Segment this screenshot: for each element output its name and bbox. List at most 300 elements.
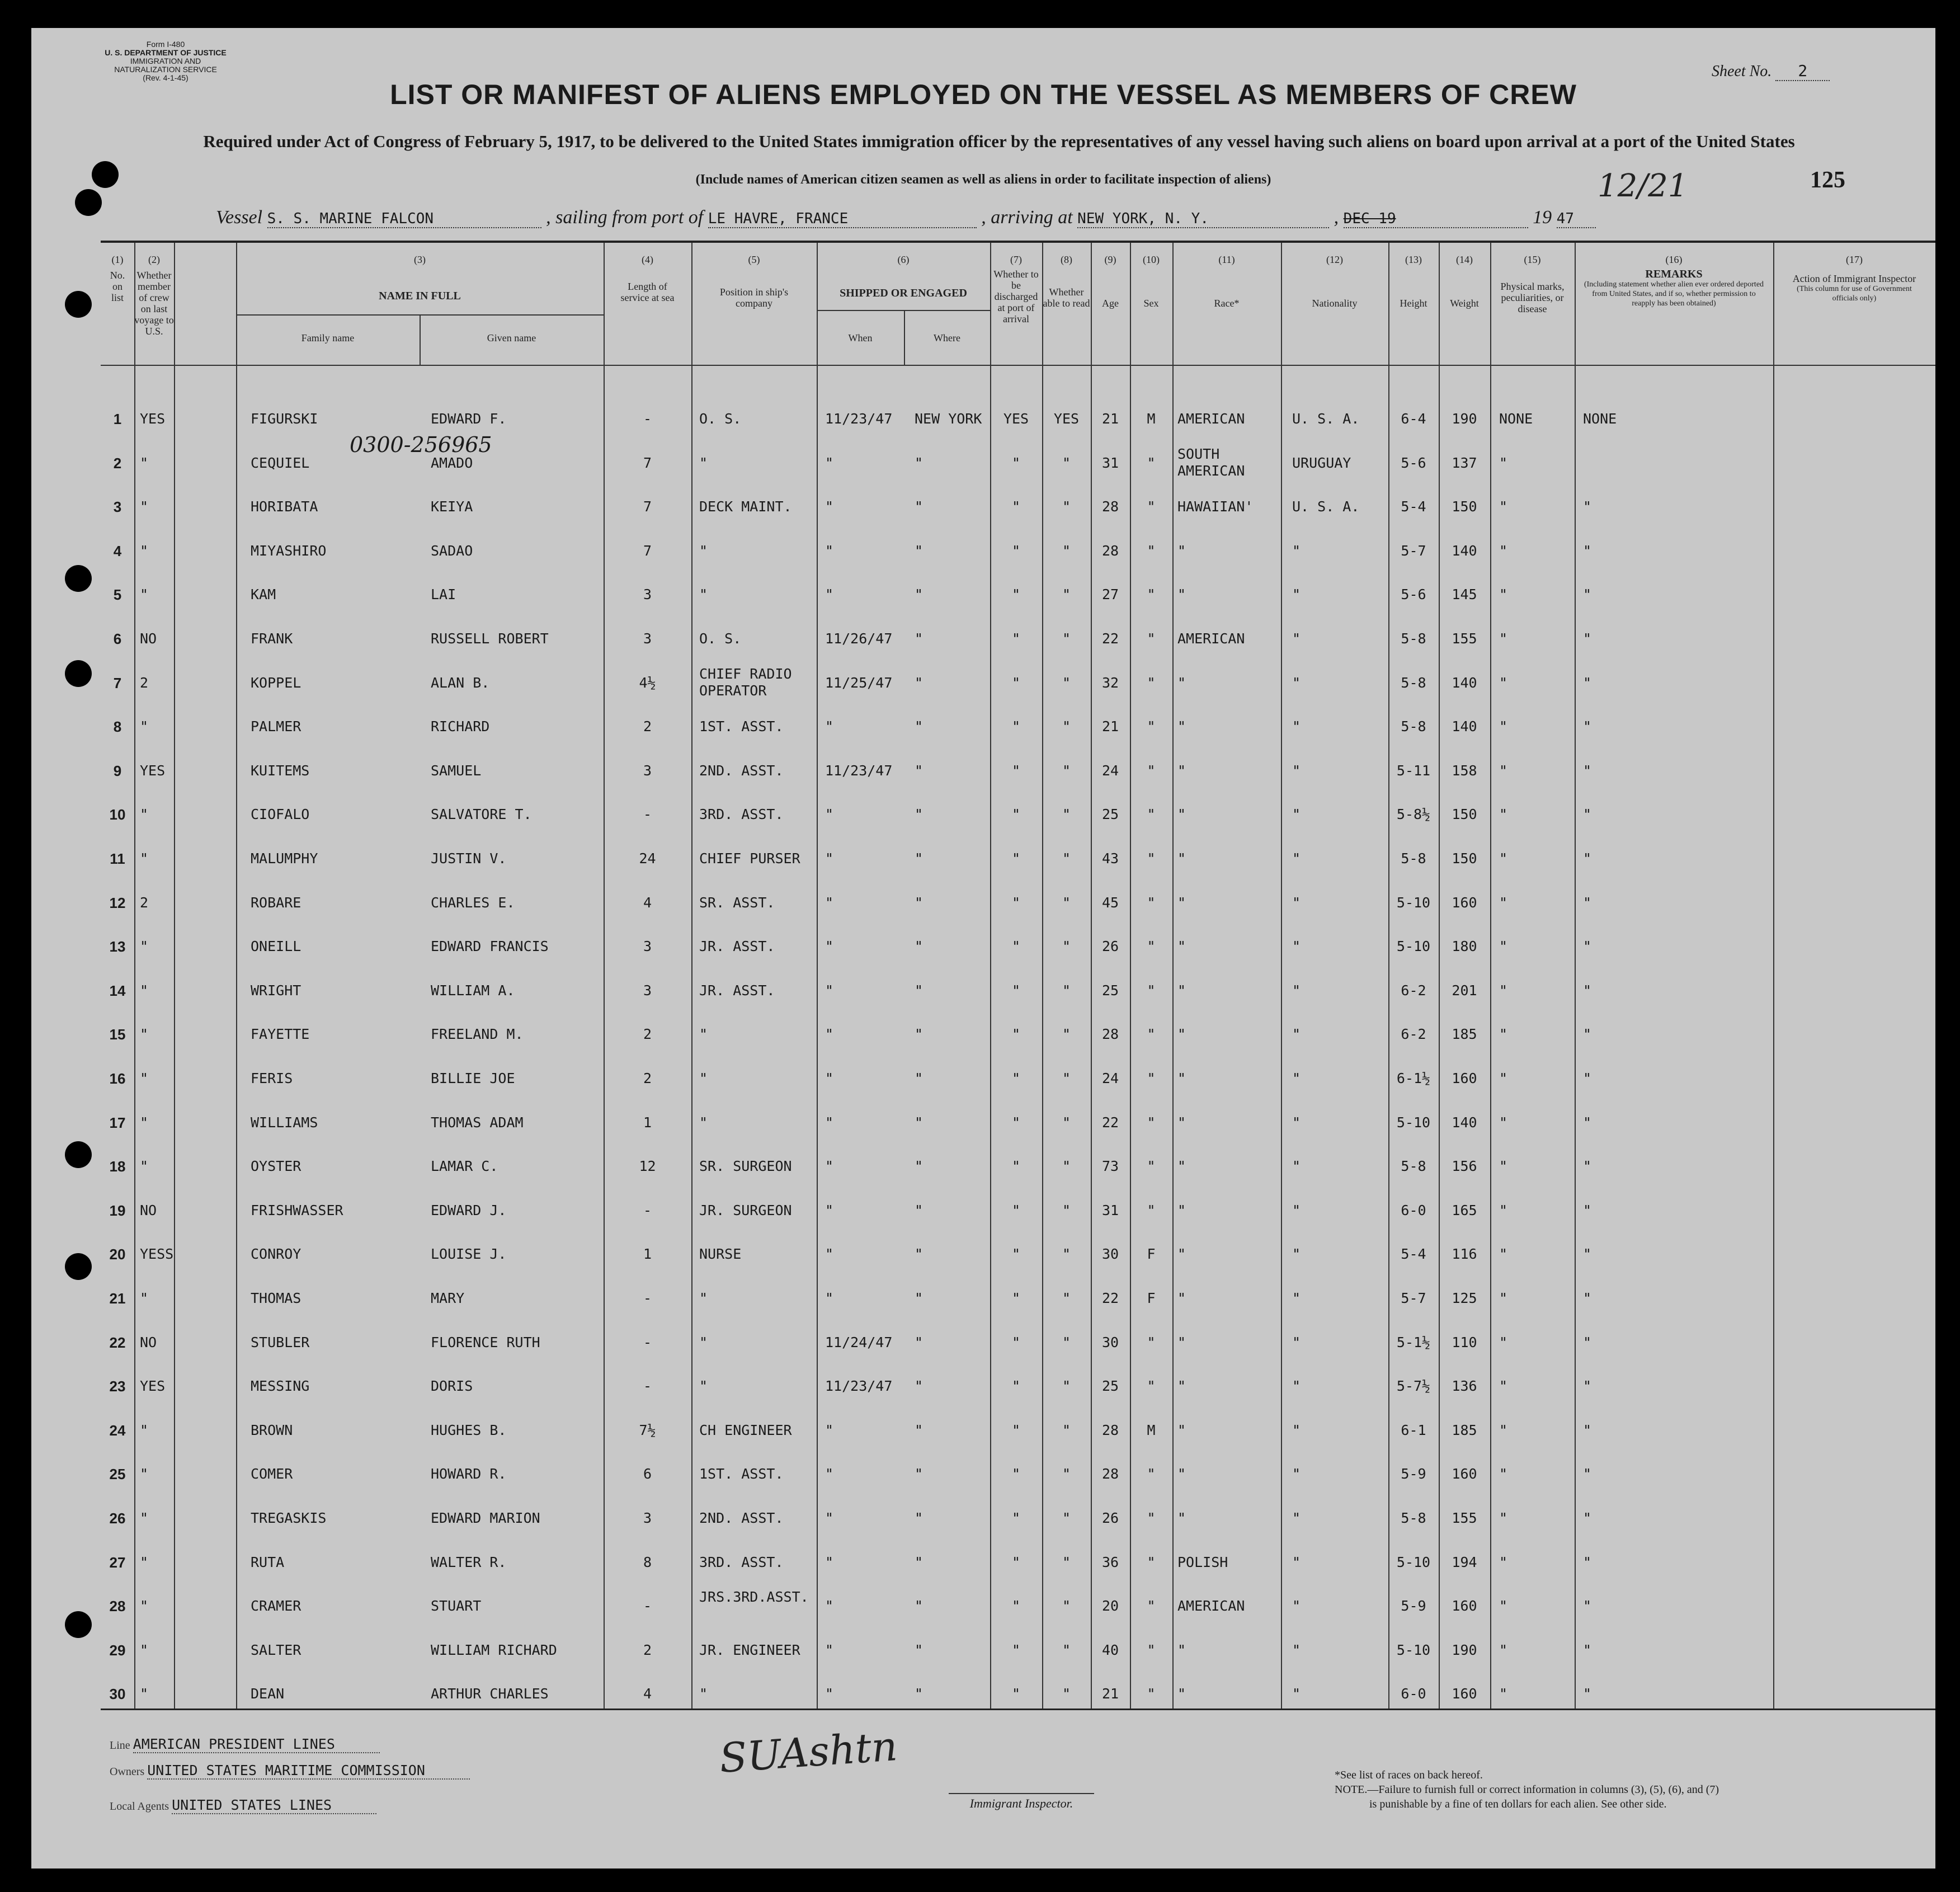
cell-position: " (699, 454, 708, 471)
cell-weight: 140 (1452, 718, 1477, 735)
col-num: (2) (148, 254, 160, 265)
cell-where: " (915, 1466, 924, 1482)
cell-read: " (1062, 1158, 1071, 1175)
cell-marks: " (1499, 1158, 1508, 1175)
cell-disch: " (1011, 894, 1021, 911)
cell-disch: " (1011, 718, 1021, 735)
cell-position: SR. ASST. (699, 894, 775, 911)
cell-sex: " (1147, 806, 1156, 823)
cell-age: 43 (1101, 850, 1119, 867)
note-line: *See list of races on back hereof. (1335, 1769, 1483, 1781)
cell-service: 12 (639, 1158, 656, 1175)
cell-race: SOUTH AMERICAN (1177, 445, 1245, 479)
cell-height: 6-4 (1401, 411, 1426, 427)
cell-n: 7 (113, 674, 122, 691)
cell-remarks: " (1583, 1290, 1592, 1306)
cell-n: 5 (113, 586, 122, 604)
cell-n: 9 (113, 762, 122, 779)
cell-given: LAI (431, 586, 456, 603)
cell-race: " (1177, 850, 1186, 867)
cell-read: " (1062, 894, 1071, 911)
cell-when: " (825, 1510, 834, 1526)
cell-prev: " (140, 1290, 149, 1306)
cell-height: 5-6 (1401, 586, 1426, 603)
cell-age: 28 (1101, 1422, 1119, 1438)
cell-age: 45 (1101, 894, 1119, 911)
cell-given: AMADO (431, 454, 473, 471)
cell-nat: " (1292, 1422, 1301, 1438)
cell-service: 2 (643, 1641, 652, 1658)
cell-service: - (643, 1378, 652, 1395)
cell-service: 1 (643, 1246, 652, 1263)
cell-position: DECK MAINT. (699, 498, 792, 515)
col-num: (9) (1104, 254, 1116, 265)
cell-position: 1ST. ASST. (699, 718, 784, 735)
cell-prev: " (140, 718, 149, 735)
cell-where: " (915, 674, 924, 691)
cell-read: " (1062, 762, 1071, 779)
cell-remarks: " (1583, 806, 1592, 823)
cell-disch: " (1011, 850, 1021, 867)
cell-race: " (1177, 674, 1186, 691)
cell-age: 28 (1101, 1026, 1119, 1043)
cell-given: SAMUEL (431, 762, 482, 779)
arrival-year: 47 (1557, 210, 1596, 228)
cell-position: JRS.3RD.ASST. (699, 1589, 809, 1606)
cell-when: " (825, 1466, 834, 1482)
cell-marks: " (1499, 1510, 1508, 1526)
cell-position: SR. SURGEON (699, 1158, 792, 1175)
cell-service: - (643, 1334, 652, 1350)
cell-family: WRIGHT (251, 982, 301, 999)
cell-nat: " (1292, 1290, 1301, 1306)
cell-weight: 160 (1452, 1686, 1477, 1702)
cell-where: " (915, 1246, 924, 1263)
cell-where: " (915, 542, 924, 559)
cell-where: " (915, 1422, 924, 1438)
cell-given: ARTHUR CHARLES (431, 1686, 549, 1702)
cell-position: " (699, 542, 708, 559)
cell-given: ALAN B. (431, 674, 490, 691)
cell-marks: " (1499, 1378, 1508, 1395)
cell-disch: " (1011, 1378, 1021, 1395)
cell-marks: " (1499, 454, 1508, 471)
cell-family: CIOFALO (251, 806, 310, 823)
cell-age: 21 (1101, 1686, 1119, 1702)
cell-sex: " (1147, 718, 1156, 735)
cell-remarks: " (1583, 1378, 1592, 1395)
cell-weight: 140 (1452, 542, 1477, 559)
cell-disch: " (1011, 1202, 1021, 1218)
cell-age: 30 (1101, 1334, 1119, 1350)
punch-hole (65, 565, 92, 592)
cell-given: WALTER R. (431, 1554, 507, 1570)
cell-read: " (1062, 1070, 1071, 1086)
cell-service: 4 (643, 1686, 652, 1702)
cell-read: " (1062, 1246, 1071, 1263)
cell-race: " (1177, 1202, 1186, 1218)
col-num: (12) (1326, 254, 1343, 265)
punch-hole (75, 189, 102, 216)
col-num: (5) (748, 254, 760, 265)
cell-race: " (1177, 1026, 1186, 1043)
cell-height: 5-6 (1401, 454, 1426, 471)
cell-remarks: " (1583, 762, 1592, 779)
cell-service: 24 (639, 850, 656, 867)
cell-age: 25 (1101, 982, 1119, 999)
cell-weight: 194 (1452, 1554, 1477, 1570)
cell-nat: " (1292, 806, 1301, 823)
cell-sex: " (1147, 1070, 1156, 1086)
cell-remarks: " (1583, 718, 1592, 735)
cell-height: 5-8 (1401, 850, 1426, 867)
cell-race: " (1177, 894, 1186, 911)
cell-where: " (915, 1510, 924, 1526)
cell-nat: URUGUAY (1292, 454, 1351, 471)
cell-nat: " (1292, 894, 1301, 911)
cell-family: CRAMER (251, 1598, 301, 1615)
cell-weight: 156 (1452, 1158, 1477, 1175)
cell-race: " (1177, 762, 1186, 779)
cell-n: 29 (109, 1641, 126, 1659)
cell-sex: " (1147, 938, 1156, 955)
cell-height: 5-10 (1396, 1114, 1431, 1131)
cell-remarks: " (1583, 1466, 1592, 1482)
cell-remarks: " (1583, 1114, 1592, 1131)
cell-family: FAYETTE (251, 1026, 310, 1043)
cell-n: 16 (109, 1070, 126, 1087)
cell-given: KEIYA (431, 498, 473, 515)
cell-read: " (1062, 938, 1071, 955)
cell-height: 5-9 (1401, 1466, 1426, 1482)
cell-remarks: " (1583, 586, 1592, 603)
handwritten-file-number: 0300-256965 (350, 432, 492, 457)
cell-given: THOMAS ADAM (431, 1114, 524, 1131)
cell-prev: " (140, 1114, 149, 1131)
cell-service: - (643, 1202, 652, 1218)
cell-prev: " (140, 1510, 149, 1526)
cell-marks: " (1499, 674, 1508, 691)
cell-disch: " (1011, 674, 1021, 691)
cell-when: " (825, 1554, 834, 1570)
cell-position: JR. ASST. (699, 938, 775, 955)
cell-given: DORIS (431, 1378, 473, 1395)
cell-marks: " (1499, 1114, 1508, 1131)
cell-read: " (1062, 982, 1071, 999)
agents-field (110, 1797, 376, 1813)
cell-where: " (915, 1334, 924, 1350)
cell-marks: " (1499, 1070, 1508, 1086)
cell-when: " (825, 1070, 834, 1086)
cell-family: FERIS (251, 1070, 293, 1086)
cell-weight: 110 (1452, 1334, 1477, 1350)
cell-height: 6-2 (1401, 982, 1426, 999)
col-subtitle: Family name (301, 332, 355, 343)
cell-read: " (1062, 1114, 1071, 1131)
cell-marks: " (1499, 1246, 1508, 1263)
cell-given: STUART (431, 1598, 482, 1615)
cell-family: DEAN (251, 1686, 285, 1702)
col-title: Action of Immigrant Inspector (1792, 273, 1916, 284)
cell-where: " (915, 454, 924, 471)
cell-service: 7½ (639, 1422, 656, 1438)
cell-weight: 185 (1452, 1026, 1477, 1043)
cell-where: " (915, 718, 924, 735)
cell-nat: " (1292, 1598, 1301, 1615)
cell-prev: YES (140, 762, 166, 779)
cell-nat: " (1292, 1686, 1301, 1702)
handwritten-date-note: 12/21 (1598, 168, 1688, 204)
cell-race: " (1177, 806, 1186, 823)
cell-marks: " (1499, 630, 1508, 647)
cell-given: WILLIAM A. (431, 982, 515, 999)
cell-given: RICHARD (431, 718, 490, 735)
cell-height: 5-8 (1401, 1158, 1426, 1175)
cell-service: - (643, 1290, 652, 1306)
cell-age: 24 (1101, 1070, 1119, 1086)
cell-height: 5-7½ (1396, 1378, 1431, 1395)
cell-given: RUSSELL ROBERT (431, 630, 549, 647)
cell-race: " (1177, 938, 1186, 955)
cell-position: " (699, 1290, 708, 1306)
cell-remarks: " (1583, 1422, 1592, 1438)
cell-read: " (1062, 850, 1071, 867)
cell-when: " (825, 1686, 834, 1702)
cell-disch: " (1011, 1114, 1021, 1131)
col-num: (8) (1061, 254, 1072, 265)
cell-weight: 190 (1452, 1641, 1477, 1658)
cell-given: HOWARD R. (431, 1466, 507, 1482)
cell-race: " (1177, 1070, 1186, 1086)
cell-family: WILLIAMS (251, 1114, 318, 1131)
cell-nat: " (1292, 1510, 1301, 1526)
cell-when: " (825, 1158, 834, 1175)
cell-nat: " (1292, 1114, 1301, 1131)
cell-when: 11/23/47 (825, 1378, 893, 1395)
cell-disch: " (1011, 1422, 1021, 1438)
cell-marks: " (1499, 850, 1508, 867)
cell-remarks: " (1583, 630, 1592, 647)
cell-family: CONROY (251, 1246, 301, 1263)
cell-height: 5-7 (1401, 542, 1426, 559)
cell-service: 2 (643, 718, 652, 735)
cell-where: " (915, 894, 924, 911)
vessel-line: Vessel S. S. MARINE FALCON , sailing from port of LE HAVRE, FRANCE , arriving at NEW YORK, N. Y. , DEC 19 19 47 (216, 207, 1596, 228)
cell-position: JR. ASST. (699, 982, 775, 999)
cell-prev: NO (140, 1334, 157, 1350)
cell-sex: " (1147, 1686, 1156, 1702)
cell-age: 30 (1101, 1246, 1119, 1263)
cell-n: 18 (109, 1158, 126, 1175)
cell-race: " (1177, 1422, 1186, 1438)
cell-family: COMER (251, 1466, 293, 1482)
cell-weight: 137 (1452, 454, 1477, 471)
cell-nat: " (1292, 1070, 1301, 1086)
cell-where: " (915, 1070, 924, 1086)
col-num: (16) (1665, 254, 1683, 265)
arriving-label: , arriving at (981, 207, 1073, 228)
cell-nat: " (1292, 1026, 1301, 1043)
cell-marks: " (1499, 1598, 1508, 1615)
cell-service: 3 (643, 1510, 652, 1526)
cell-remarks: " (1583, 1686, 1592, 1702)
cell-marks: " (1499, 1334, 1508, 1350)
col-num: (1) (111, 254, 124, 265)
cell-disch: " (1011, 630, 1021, 647)
cell-family: STUBLER (251, 1334, 310, 1350)
col-title: Age (1102, 298, 1119, 309)
col-subtitle: (Including statement whether alien ever ordered deported from United States, and if so, whether permission to reapply has been obtained) (1584, 280, 1764, 308)
cell-race: " (1177, 1114, 1186, 1131)
cell-race: " (1177, 1378, 1186, 1395)
cell-n: 19 (109, 1202, 126, 1219)
col-title: Whether able to read (1043, 286, 1090, 309)
cell-disch: " (1011, 498, 1021, 515)
cell-where: " (915, 1202, 924, 1218)
cell-service: 7 (643, 498, 652, 515)
punch-hole (65, 1141, 92, 1168)
cell-age: 25 (1101, 1378, 1119, 1395)
cell-sex: " (1147, 1026, 1156, 1043)
cell-prev: " (140, 1598, 149, 1615)
cell-service: 1 (643, 1114, 652, 1131)
cell-race: " (1177, 1334, 1186, 1350)
cell-prev: " (140, 1070, 149, 1086)
cell-given: CHARLES E. (431, 894, 515, 911)
cell-marks: " (1499, 1466, 1508, 1482)
cell-race: " (1177, 1641, 1186, 1658)
cell-prev: " (140, 1422, 149, 1438)
cell-sex: " (1147, 1554, 1156, 1570)
cell-where: " (915, 762, 924, 779)
col-title: Height (1400, 298, 1427, 309)
cell-n: 28 (109, 1598, 126, 1615)
cell-service: 3 (643, 630, 652, 647)
cell-n: 3 (113, 498, 122, 516)
cell-prev: YES (140, 411, 166, 427)
col-num: (6) (897, 254, 910, 265)
cell-when: " (825, 938, 834, 955)
cell-marks: " (1499, 586, 1508, 603)
cell-age: 28 (1101, 1466, 1119, 1482)
cell-nat: " (1292, 938, 1301, 955)
cell-service: 3 (643, 982, 652, 999)
cell-family: CEQUIEL (251, 454, 310, 471)
cell-sex: M (1147, 1422, 1156, 1438)
cell-position: JR. SURGEON (699, 1202, 792, 1218)
cell-sex: " (1147, 586, 1156, 603)
cell-sex: " (1147, 850, 1156, 867)
cell-disch: YES (1003, 411, 1029, 427)
cell-race: " (1177, 1158, 1186, 1175)
cell-read: " (1062, 1466, 1071, 1482)
cell-read: " (1062, 1598, 1071, 1615)
col-subtitle: (This column for use of Government officials only) (1797, 285, 1912, 303)
cell-height: 5-8 (1401, 1510, 1426, 1526)
col-title: Length of service at sea (620, 281, 675, 303)
cell-n: 2 (113, 454, 122, 472)
cell-height: 5-11 (1396, 762, 1431, 779)
cell-sex: " (1147, 1466, 1156, 1482)
cell-family: MIYASHIRO (251, 542, 327, 559)
cell-position: 1ST. ASST. (699, 1466, 784, 1482)
cell-where: " (915, 1598, 924, 1615)
cell-remarks: " (1583, 894, 1592, 911)
cell-height: 5-10 (1396, 1554, 1431, 1570)
cell-given: SALVATORE T. (431, 806, 532, 823)
agents-value: UNITED STATES LINES (172, 1797, 376, 1814)
cell-service: 8 (643, 1554, 652, 1570)
cell-marks: " (1499, 938, 1508, 955)
cell-nat: " (1292, 1378, 1301, 1395)
cell-prev: " (140, 806, 149, 823)
cell-read: " (1062, 1026, 1071, 1043)
cell-where: " (915, 630, 924, 647)
cell-family: RUTA (251, 1554, 285, 1570)
cell-family: SALTER (251, 1641, 301, 1658)
cell-marks: " (1499, 762, 1508, 779)
cell-where: " (915, 1378, 924, 1395)
cell-position: " (699, 1686, 708, 1702)
cell-nat: " (1292, 982, 1301, 999)
cell-sex: F (1147, 1246, 1156, 1263)
cell-n: 21 (109, 1290, 126, 1307)
cell-n: 15 (109, 1026, 126, 1043)
cell-sex: " (1147, 894, 1156, 911)
cell-prev: " (140, 1158, 149, 1175)
cell-age: 21 (1101, 718, 1119, 735)
cell-prev: " (140, 586, 149, 603)
cell-service: 7 (643, 542, 652, 559)
cell-family: KOPPEL (251, 674, 301, 691)
cell-disch: " (1011, 1026, 1021, 1043)
cell-remarks: " (1583, 542, 1592, 559)
cell-prev: " (140, 542, 149, 559)
cell-weight: 185 (1452, 1422, 1477, 1438)
cell-read: " (1062, 806, 1071, 823)
cell-read: " (1062, 674, 1071, 691)
cell-sex: " (1147, 762, 1156, 779)
cell-nat: " (1292, 1641, 1301, 1658)
cell-disch: " (1011, 1334, 1021, 1350)
cell-read: " (1062, 586, 1071, 603)
cell-family: BROWN (251, 1422, 293, 1438)
cell-given: FLORENCE RUTH (431, 1334, 540, 1350)
cell-remarks: " (1583, 850, 1592, 867)
year-prefix: 19 (1533, 207, 1552, 228)
cell-race: AMERICAN (1177, 630, 1245, 647)
cell-disch: " (1011, 1686, 1021, 1702)
line-value: AMERICAN PRESIDENT LINES (133, 1736, 380, 1753)
col-subtitle: When (848, 332, 873, 343)
cell-where: " (915, 1641, 924, 1658)
cell-remarks: " (1583, 1070, 1592, 1086)
cell-when: " (825, 454, 834, 471)
cell-remarks: " (1583, 1158, 1592, 1175)
cell-family: FRANK (251, 630, 293, 647)
cell-weight: 160 (1452, 1070, 1477, 1086)
cell-service: 6 (643, 1466, 652, 1482)
cell-service: 4 (643, 894, 652, 911)
cell-given: JUSTIN V. (431, 850, 507, 867)
cell-service: 4½ (639, 674, 656, 691)
cell-height: 5-7 (1401, 1290, 1426, 1306)
cell-n: 13 (109, 938, 126, 956)
cell-prev: " (140, 1554, 149, 1570)
cell-sex: M (1147, 411, 1156, 427)
cell-marks: " (1499, 1554, 1508, 1570)
cell-age: 40 (1101, 1641, 1119, 1658)
